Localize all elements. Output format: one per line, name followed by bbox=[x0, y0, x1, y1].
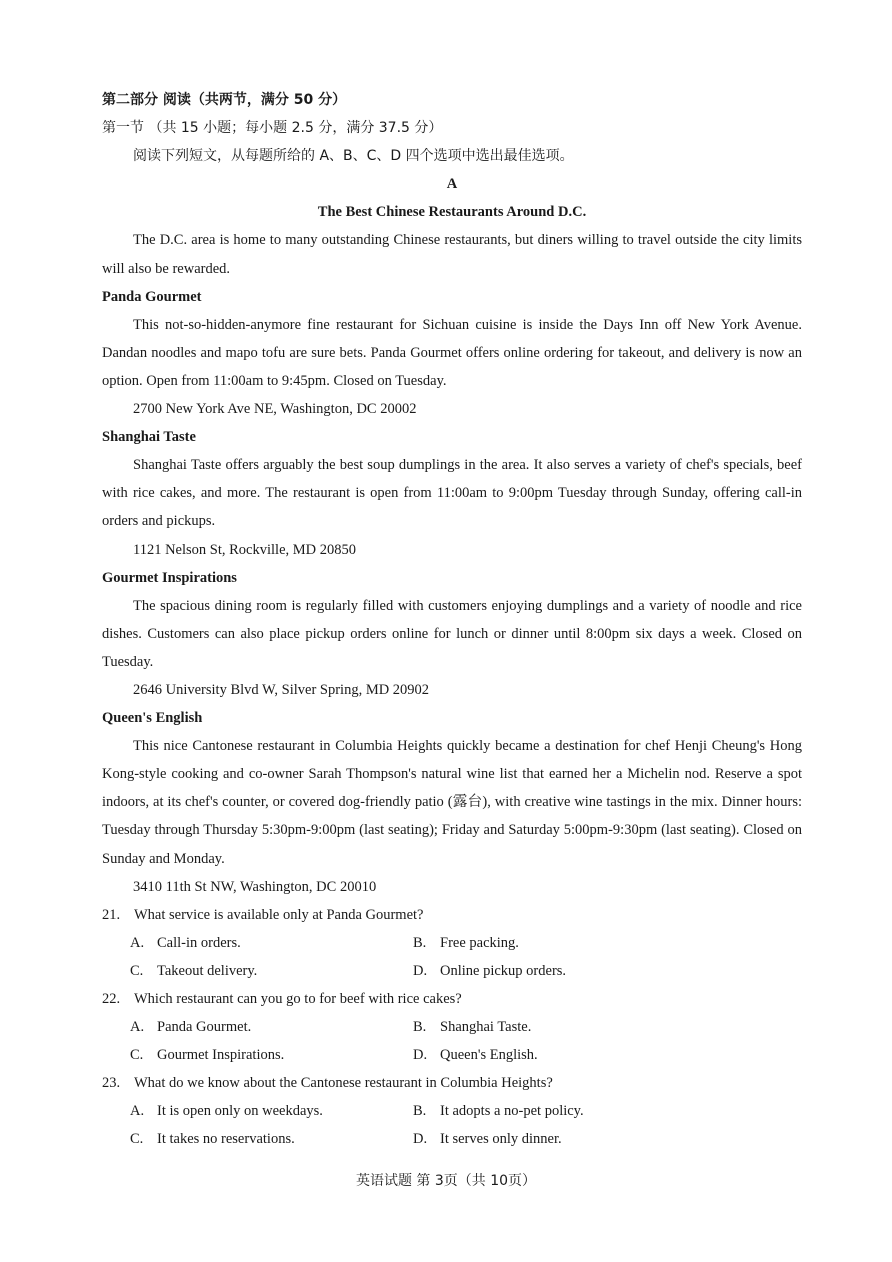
question-stem bbox=[102, 1069, 802, 1097]
restaurant-section bbox=[102, 283, 802, 423]
restaurant-address: 1121 Nelson St, Rockville, MD 20850 bbox=[133, 541, 357, 558]
option-text: It adopts a no-pet policy. bbox=[440, 1103, 584, 1120]
option-letter: C. bbox=[130, 962, 144, 979]
option-letter: B. bbox=[413, 934, 427, 951]
option-c[interactable] bbox=[130, 1041, 284, 1069]
option-letter: D. bbox=[413, 1047, 428, 1064]
option-a[interactable] bbox=[130, 1097, 323, 1125]
restaurant-address: 3410 11th St NW, Washington, DC 20010 bbox=[133, 878, 377, 895]
question-text: What do we know about the Cantonese restaurant in Columbia Heights? bbox=[134, 1075, 553, 1092]
option-letter: D. bbox=[413, 962, 428, 979]
option-text: Online pickup orders. bbox=[440, 962, 567, 979]
restaurant-description: The spacious dining room is regularly filled with customers enjoying dumplings and a variety of noodle and rice dishes. Customers can also place pickup orders online for lunch or dinner until 8:00pm six days a week. Closed on Tuesday. bbox=[102, 597, 802, 670]
question-text: Which restaurant can you go to for beef with rice cakes? bbox=[134, 991, 462, 1007]
option-c[interactable] bbox=[130, 1125, 295, 1153]
passage-letter: A bbox=[446, 176, 458, 193]
option-b[interactable] bbox=[413, 1013, 531, 1041]
restaurant-section bbox=[102, 423, 802, 563]
option-text: Panda Gourmet. bbox=[157, 1019, 252, 1036]
option-c[interactable] bbox=[130, 957, 257, 985]
question-number: 23. bbox=[102, 1075, 121, 1092]
option-row bbox=[102, 929, 802, 957]
option-text: Gourmet Inspirations. bbox=[157, 1047, 285, 1064]
page-footer: 英语试题 第 3页（共 10页） bbox=[355, 1173, 537, 1189]
part-heading: 第二部分 阅读（共两节，满分 50 分） bbox=[102, 92, 347, 108]
option-letter: C. bbox=[130, 1131, 144, 1148]
option-d[interactable] bbox=[413, 1041, 538, 1069]
option-text: Shanghai Taste. bbox=[440, 1019, 532, 1036]
question-block bbox=[102, 1069, 802, 1153]
restaurant-name: Panda Gourmet bbox=[102, 288, 202, 305]
restaurant-address: 2646 University Blvd W, Silver Spring, MD 20902 bbox=[133, 681, 430, 698]
question-text: What service is available only at Panda Gourmet? bbox=[134, 906, 424, 923]
passage-title: The Best Chinese Restaurants Around D.C. bbox=[317, 204, 587, 221]
question-block bbox=[102, 985, 802, 1069]
option-letter: D. bbox=[413, 1131, 428, 1148]
instruction-text: 阅读下列短文，从每题所给的 A、B、C、D 四个选项中选出最佳选项。 bbox=[133, 148, 574, 165]
restaurant-name: Shanghai Taste bbox=[102, 429, 196, 446]
option-text: It takes no reservations. bbox=[157, 1131, 295, 1148]
option-letter: B. bbox=[413, 1019, 427, 1036]
option-row bbox=[102, 1125, 802, 1153]
restaurant-address: 2700 New York Ave NE, Washington, DC 20002 bbox=[133, 401, 417, 418]
restaurant-description: This not-so-hidden-anymore fine restaurant for Sichuan cuisine is inside the Days Inn off New York Avenue. Dandan noodles and mapo tofu are sure bets. Panda Gourmet offers online ordering for takeout, and delivery is now an option. Open from 11:00am to 9:45pm. Closed on Tuesday. bbox=[102, 316, 802, 389]
option-text: It serves only dinner. bbox=[440, 1131, 562, 1148]
restaurant-section bbox=[102, 564, 802, 704]
restaurant-description: This nice Cantonese restaurant in Columbia Heights quickly became a destination for chef Henji Cheung's Hong Kong-style cooking and co-owner Sarah Thompson's natural wine list that earned her a Michelin nod. Reserve a spot indoors, at its chef's counter, or covered dog-friendly patio (露台), with creative wine tastings in the mix. Dinner hours: Tuesday through Thursday 5:30pm-9:00pm (last seating); Friday and Saturday 5:00pm-9:30pm (last seating). Closed on Sunday and Monday. bbox=[102, 738, 802, 867]
option-b[interactable] bbox=[413, 929, 519, 957]
option-b[interactable] bbox=[413, 1097, 584, 1125]
option-letter: B. bbox=[413, 1103, 427, 1120]
option-letter: A. bbox=[130, 1019, 145, 1036]
option-row bbox=[102, 1097, 802, 1125]
option-a[interactable] bbox=[130, 929, 241, 957]
option-a[interactable] bbox=[130, 1013, 251, 1041]
option-letter: C. bbox=[130, 1047, 144, 1064]
question-stem bbox=[102, 901, 802, 929]
restaurant-description: Shanghai Taste offers arguably the best soup dumplings in the area. It also serves a variety of chef's specials, beef with rice cakes, and more. The restaurant is open from 11:00am to 9:00pm Tuesday through Sunday, offering call-in orders and pickups. bbox=[102, 457, 802, 530]
passage-intro: The D.C. area is home to many outstanding Chinese restaurants, but diners willing to travel outside the city limits will also be rewarded. bbox=[102, 232, 802, 277]
option-row bbox=[102, 1013, 802, 1041]
question-number: 21. bbox=[102, 906, 121, 923]
option-text: Takeout delivery. bbox=[157, 962, 258, 979]
option-text: Call-in orders. bbox=[157, 934, 241, 951]
option-text: It is open only on weekdays. bbox=[157, 1103, 323, 1120]
section-heading: 第一节 （共 15 小题；每小题 2.5 分，满分 37.5 分） bbox=[102, 120, 443, 137]
restaurant-name: Queen's English bbox=[102, 710, 203, 727]
question-block bbox=[102, 901, 802, 985]
restaurant-section bbox=[102, 704, 802, 901]
option-row bbox=[102, 957, 802, 985]
page-content bbox=[102, 86, 802, 1154]
restaurant-name: Gourmet Inspirations bbox=[102, 569, 237, 586]
option-d[interactable] bbox=[413, 1125, 562, 1153]
option-d[interactable] bbox=[413, 957, 566, 985]
option-letter: A. bbox=[130, 934, 145, 951]
option-letter: A. bbox=[130, 1103, 145, 1120]
option-text: Queen's English. bbox=[440, 1047, 538, 1064]
option-text: Free packing. bbox=[440, 934, 519, 951]
question-stem bbox=[102, 985, 802, 1013]
option-row bbox=[102, 1041, 802, 1069]
question-number: 22. bbox=[102, 991, 121, 1007]
